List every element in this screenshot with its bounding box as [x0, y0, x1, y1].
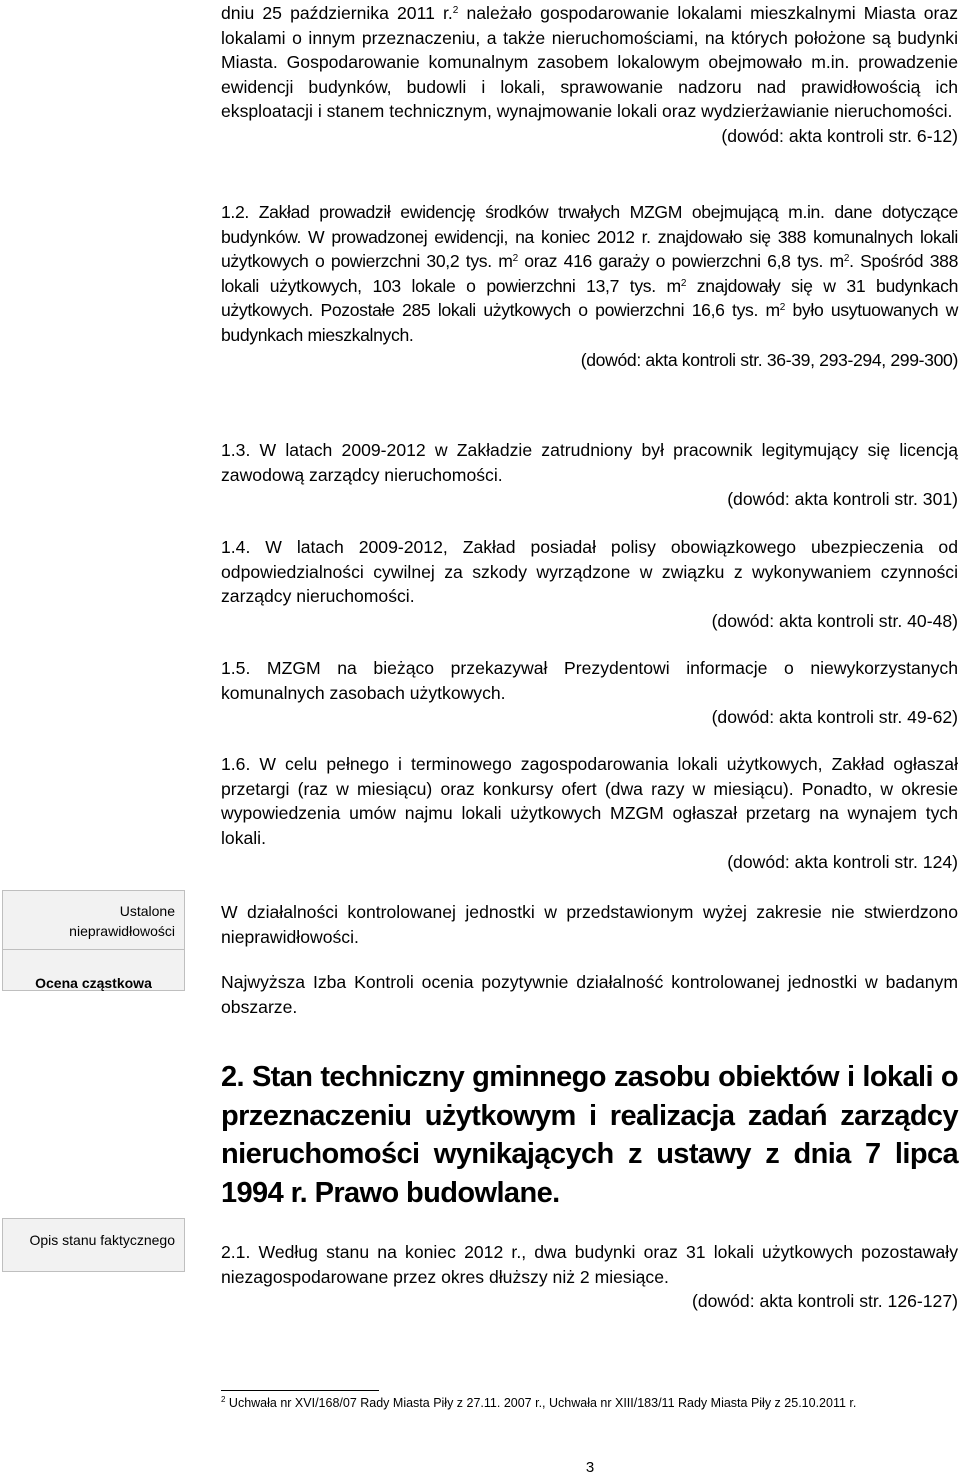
- paragraph-text: 1.6. W celu pełnego i terminowego zagospodarowania lokali użytkowych, Zakład ogłaszał przetargi (raz w miesiącu) oraz konkursy ofert (dwa razy w miesiącu). Ponadto, w okresie wypowiedzenia umów najmu lokali użytkowych MZGM ogłaszał przetarg na wynajem tych lokali.: [221, 754, 958, 848]
- paragraph-text: 1.4. W latach 2009-2012, Zakład posiadał polisy obowiązkowego ubezpieczenia od odpowiedzialności cywilnej za szkody wyrządzone w związku z wykonywaniem czynności zarządcy nieruchomości.: [221, 537, 958, 607]
- paragraph-text: 1.5. MZGM na bieżąco przekazywał Prezydentowi informacje o niewykorzystanych komunalnych zasobach użytkowych.: [221, 658, 958, 703]
- paragraph-text: 2.1. Według stanu na koniec 2012 r., dwa budynki oraz 31 lokali użytkowych pozostawały niezagospodarowane przez okres dłuższy niż 2 miesiące.: [221, 1242, 958, 1287]
- proof-reference: (dowód: akta kontroli str. 126-127): [691, 1291, 958, 1312]
- intro-text: dniu 25 października 2011 r.$^2$ należało gospodarowanie lokalami mieszkalnymi Miasta oraz lokalami o innym przeznaczeniu, a także nieruchomościami, na których położone są budynki Miasta. Gospodarowanie komunalnym zasobem lokalowym obejmowało m.in. prowadzenie ewidencji budynków, budowli i lokali, sprawowanie nadzoru nad prawidłowością ich eksploatacji i stanem technicznym, wynajmowanie lokali oraz wydzierżawianie nieruchomości.: [221, 3, 958, 122]
- conclusion-text: W działalności kontrolowanej jednostki w przedstawionym wyżej zakresie nie stwierdzono nieprawidłowości.: [221, 902, 958, 947]
- paragraph-1-6: [221, 752, 958, 875]
- paragraph-text: 1.2. Zakład prowadził ewidencję środków trwałych MZGM obejmującą m.in. dane dotyczące budynków. W prowadzonej ewidencji, na koniec 2012 r. znajdowało się 388 komunalnych lokali użytkowych o powierzchni 30,2 tys. $m^2$ oraz 416 garaży o powierzchni 6,8 tys. $m^2$. Spośród 388 lokali użytkowych, 103 lokale o powierzchni 13,7 tys. $m^2$ znajdowały się w 31 budynkach użytkowych. Pozostałe 285 lokali użytkowych o powierzchni 16,6 tys. $m^2$ było usytuowanych w budynkach mieszkalnych.: [221, 202, 959, 345]
- proof-reference: (dowód: akta kontroli str. 49-62): [711, 707, 958, 728]
- footnote-separator: [221, 1390, 379, 1391]
- footnote: [221, 1396, 856, 1410]
- intro-paragraph: [221, 1, 958, 149]
- paragraph-1-5: [221, 656, 958, 730]
- nik-assessment-paragraph: [221, 970, 958, 1019]
- side-label-findings-box: [2, 890, 185, 991]
- nik-assessment-text: Najwyższa Izba Kontroli ocenia pozytywnie działalność kontrolowanej jednostki w badanym obszarze.: [221, 972, 958, 1017]
- footnote-number: 2: [221, 1395, 226, 1404]
- side-divider: [3, 949, 184, 950]
- proof-reference: (dowód: akta kontroli str. 6-12): [721, 125, 958, 146]
- proof-reference: (dowód: akta kontroli str. 40-48): [711, 610, 958, 631]
- side-label-ocena: Ocena cząstkowa: [35, 975, 152, 991]
- proof-reference: (dowód: akta kontroli str. 301): [727, 489, 958, 510]
- side-label-opis: Opis stanu faktycznego: [29, 1232, 175, 1248]
- paragraph-1-3: [221, 438, 958, 512]
- conclusion-paragraph: [221, 900, 958, 949]
- paragraph-2-1: [221, 1240, 958, 1314]
- footnote-ref: 2: [452, 5, 459, 16]
- paragraph-text: 1.3. W latach 2009-2012 w Zakładzie zatrudniony był pracownik legitymujący się licencją zawodową zarządcy nieruchomości.: [221, 440, 958, 485]
- paragraph-1-4: [221, 535, 958, 633]
- proof-reference: (dowód: akta kontroli str. 36-39, 293-294, 299-300): [580, 349, 958, 370]
- side-label-ustalone: Ustalone nieprawidłowości: [69, 903, 175, 939]
- paragraph-1-2: [221, 200, 958, 372]
- page-number: 3: [585, 1459, 595, 1476]
- side-label-description-box: [2, 1218, 185, 1272]
- proof-reference: (dowód: akta kontroli str. 124): [727, 852, 958, 873]
- section-2-heading: 2. Stan techniczny gminnego zasobu obiektów i lokali o przeznaczeniu użytkowym i realizacja zadań zarządcy nieruchomości wynikających z ustawy z dnia 7 lipca 1994 r. Prawo budowlane.: [221, 1061, 958, 1209]
- footnote-text: Uchwała nr XVI/168/07 Rady Miasta Piły z 27.11. 2007 r., Uchwała nr XIII/183/11 Rady Miasta Piły z 25.10.2011 r.: [225, 1396, 857, 1410]
